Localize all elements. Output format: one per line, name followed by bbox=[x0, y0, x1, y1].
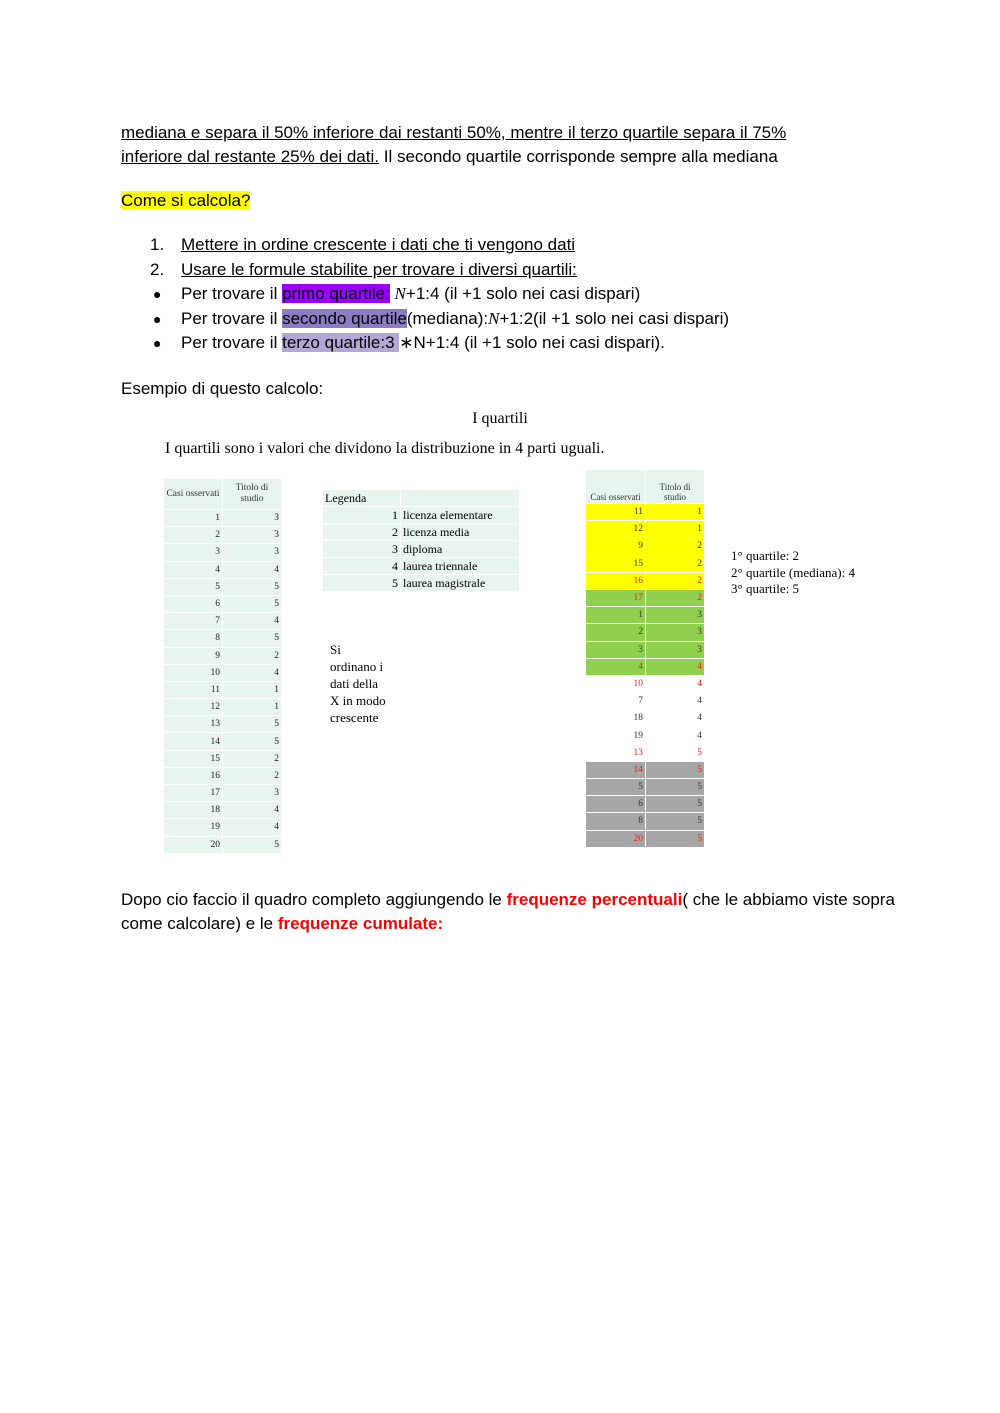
legend-label: diploma bbox=[401, 541, 520, 558]
legend-row bbox=[323, 524, 519, 541]
cell-caso: 5 bbox=[164, 578, 223, 595]
cell-caso: 14 bbox=[586, 761, 646, 778]
cell-caso: 8 bbox=[164, 630, 223, 647]
cell-titolo: 4 bbox=[223, 664, 282, 681]
table-row bbox=[164, 767, 281, 784]
header-casi: Casi osservati bbox=[586, 470, 646, 504]
table-row bbox=[586, 761, 704, 778]
table-row bbox=[164, 819, 281, 836]
table-row bbox=[586, 589, 704, 606]
header-casi: Casi osservati bbox=[164, 479, 223, 510]
intro-underlined-1: mediana e separa il 50% inferiore dai restanti 50%, mentre il terzo quartile separa il 75% bbox=[121, 123, 787, 142]
table-row bbox=[164, 733, 281, 750]
highlight-terzo: terzo quartile:3 bbox=[282, 333, 400, 352]
cell-titolo: 5 bbox=[646, 830, 705, 847]
highlight-primo: primo quartile: bbox=[282, 284, 390, 303]
bullet-text: +1:4 (il +1 solo nei casi dispari) bbox=[405, 284, 641, 303]
table-row bbox=[164, 561, 281, 578]
bullet-icon: ● bbox=[153, 335, 162, 351]
cell-titolo: 4 bbox=[646, 710, 705, 727]
cell-titolo: 5 bbox=[223, 733, 282, 750]
cell-caso: 18 bbox=[164, 802, 223, 819]
cell-caso: 13 bbox=[164, 716, 223, 733]
header-titolo: Titolo di studio bbox=[223, 479, 282, 510]
cell-caso: 1 bbox=[586, 607, 646, 624]
cell-titolo: 3 bbox=[646, 641, 705, 658]
cell-titolo: 1 bbox=[223, 681, 282, 698]
legend-code: 4 bbox=[323, 558, 401, 575]
table-row bbox=[164, 647, 281, 664]
bullet-item bbox=[150, 331, 729, 356]
cell-titolo: 2 bbox=[223, 767, 282, 784]
question-text: Come si calcola? bbox=[121, 191, 251, 210]
table-row bbox=[586, 607, 704, 624]
cell-caso: 16 bbox=[164, 767, 223, 784]
cell-caso: 4 bbox=[586, 658, 646, 675]
bullet-item bbox=[150, 282, 729, 307]
cell-titolo: 4 bbox=[646, 658, 705, 675]
table-row bbox=[586, 830, 704, 847]
cell-caso: 10 bbox=[164, 664, 223, 681]
cell-caso: 18 bbox=[586, 710, 646, 727]
legend-label: laurea magistrale bbox=[401, 575, 520, 592]
cell-caso: 16 bbox=[586, 572, 646, 589]
cell-caso: 11 bbox=[164, 681, 223, 698]
cell-titolo: 2 bbox=[646, 538, 705, 555]
step-text: Usare le formule stabilite per trovare i diversi quartili: bbox=[181, 259, 577, 279]
cell-caso: 7 bbox=[164, 613, 223, 630]
cell-caso: 4 bbox=[164, 561, 223, 578]
cell-titolo: 5 bbox=[223, 630, 282, 647]
cell-caso: 7 bbox=[586, 693, 646, 710]
cell-titolo: 5 bbox=[223, 716, 282, 733]
cell-titolo: 1 bbox=[223, 699, 282, 716]
bullet-text: Per trovare il bbox=[181, 284, 283, 303]
note-line: X in modo bbox=[330, 693, 386, 708]
step-number: 2. bbox=[150, 259, 165, 279]
legend-label: laurea triennale bbox=[401, 558, 520, 575]
cell-titolo: 3 bbox=[223, 527, 282, 544]
legend-row bbox=[323, 541, 519, 558]
cell-caso: 6 bbox=[586, 796, 646, 813]
bullet-text: ∗N+1:4 (il +1 solo nei casi dispari). bbox=[399, 333, 665, 352]
quartile-results bbox=[731, 548, 855, 598]
cell-titolo: 3 bbox=[223, 785, 282, 802]
cell-titolo: 4 bbox=[646, 693, 705, 710]
step-number: 1. bbox=[150, 235, 165, 254]
bullet-text: +1:2(il +1 solo nei casi dispari) bbox=[499, 308, 730, 328]
figure-subtitle: I quartili sono i valori che dividono la distribuzione in 4 parti uguali. bbox=[165, 440, 605, 457]
table-row bbox=[586, 744, 704, 761]
bullet-icon: ● bbox=[153, 286, 162, 302]
legend-label: licenza media bbox=[401, 524, 520, 541]
cell-titolo: 5 bbox=[646, 813, 705, 830]
table-row bbox=[164, 630, 281, 647]
cell-titolo: 5 bbox=[223, 578, 282, 595]
bullet-text: Per trovare il bbox=[181, 308, 283, 328]
cell-caso: 5 bbox=[586, 779, 646, 796]
var-n: N bbox=[488, 308, 500, 328]
figure-title: I quartili bbox=[472, 410, 528, 427]
cell-titolo: 3 bbox=[646, 624, 705, 641]
cell-caso: 19 bbox=[164, 819, 223, 836]
cell-caso: 8 bbox=[586, 813, 646, 830]
table-row bbox=[164, 613, 281, 630]
legend-row bbox=[323, 558, 519, 575]
cell-caso: 2 bbox=[164, 527, 223, 544]
cell-titolo: 5 bbox=[646, 796, 705, 813]
cell-titolo: 4 bbox=[223, 561, 282, 578]
cell-titolo: 3 bbox=[223, 544, 282, 561]
var-n: N bbox=[394, 284, 406, 303]
bullet-icon: ● bbox=[153, 310, 162, 327]
cell-titolo: 4 bbox=[646, 675, 705, 692]
cell-titolo: 4 bbox=[223, 802, 282, 819]
legend-title: Legenda bbox=[323, 490, 401, 507]
table-row bbox=[164, 785, 281, 802]
cell-caso: 13 bbox=[586, 744, 646, 761]
cell-caso: 11 bbox=[586, 504, 646, 521]
sorted-table bbox=[586, 470, 704, 848]
legend-row bbox=[323, 575, 519, 592]
table-row bbox=[164, 716, 281, 733]
intro-rest: Il secondo quartile corrisponde sempre alla mediana bbox=[379, 147, 778, 166]
quartile-line: 1° quartile: 2 bbox=[731, 548, 800, 563]
cell-titolo: 4 bbox=[223, 819, 282, 836]
note-line: dati della bbox=[330, 676, 379, 691]
cell-titolo: 4 bbox=[646, 727, 705, 744]
bullet-item bbox=[150, 307, 729, 332]
legend-header-blank bbox=[401, 490, 520, 507]
highlight-secondo: secondo quartile bbox=[282, 308, 407, 328]
table-row bbox=[164, 664, 281, 681]
intro-line-2 bbox=[121, 145, 778, 169]
table-row bbox=[586, 675, 704, 692]
legend-code: 5 bbox=[323, 575, 401, 592]
cell-titolo: 1 bbox=[646, 521, 705, 538]
cell-titolo: 5 bbox=[223, 595, 282, 612]
legend-code: 1 bbox=[323, 507, 401, 524]
table-row bbox=[164, 836, 281, 853]
cell-caso: 20 bbox=[586, 830, 646, 847]
cell-titolo: 2 bbox=[646, 555, 705, 572]
step-text: Mettere in ordine crescente i dati che ti vengono dati bbox=[181, 235, 576, 254]
cell-titolo: 1 bbox=[646, 504, 705, 521]
data-table bbox=[164, 479, 281, 854]
cell-caso: 3 bbox=[164, 544, 223, 561]
note-line: crescente bbox=[330, 710, 379, 725]
step-item bbox=[150, 258, 729, 283]
table-row bbox=[586, 813, 704, 830]
cell-caso: 1 bbox=[164, 510, 223, 527]
table-row bbox=[586, 796, 704, 813]
cell-caso: 19 bbox=[586, 727, 646, 744]
cell-titolo: 4 bbox=[223, 613, 282, 630]
table-row bbox=[586, 710, 704, 727]
bullet-text: Per trovare il bbox=[181, 333, 283, 352]
table-row bbox=[586, 779, 704, 796]
table-row bbox=[586, 624, 704, 641]
cell-caso: 12 bbox=[586, 521, 646, 538]
sort-note bbox=[330, 641, 386, 726]
cell-titolo: 2 bbox=[646, 572, 705, 589]
table-row bbox=[164, 750, 281, 767]
table-row bbox=[164, 681, 281, 698]
intro-underlined-2: inferiore dal restante 25% dei dati. bbox=[121, 147, 379, 166]
cell-titolo: 5 bbox=[646, 779, 705, 796]
cell-titolo: 2 bbox=[646, 589, 705, 606]
step-item bbox=[150, 233, 729, 258]
intro-line-1 bbox=[121, 121, 786, 145]
cell-titolo: 3 bbox=[223, 510, 282, 527]
cell-titolo: 5 bbox=[646, 761, 705, 778]
cell-caso: 17 bbox=[586, 589, 646, 606]
table-row bbox=[586, 658, 704, 675]
quartile-line: 3° quartile: 5 bbox=[731, 581, 800, 596]
cell-caso: 9 bbox=[586, 538, 646, 555]
legend-code: 2 bbox=[323, 524, 401, 541]
cell-caso: 15 bbox=[586, 555, 646, 572]
conclusion-text: Dopo cio faccio il quadro completo aggiungendo le bbox=[121, 890, 507, 909]
table-row bbox=[586, 641, 704, 658]
table-row bbox=[586, 572, 704, 589]
cell-caso: 12 bbox=[164, 699, 223, 716]
legend-code: 3 bbox=[323, 541, 401, 558]
table-row bbox=[164, 595, 281, 612]
table-row bbox=[586, 538, 704, 555]
cell-caso: 14 bbox=[164, 733, 223, 750]
example-label: Esempio di questo calcolo: bbox=[121, 379, 324, 398]
header-titolo: Titolo di studio bbox=[646, 470, 705, 504]
table-row bbox=[164, 544, 281, 561]
cell-caso: 6 bbox=[164, 595, 223, 612]
conclusion-text: ( che le abbiamo viste sopra come calcolare) e le bbox=[121, 890, 895, 933]
cell-caso: 10 bbox=[586, 675, 646, 692]
term-frequenze-cumulate: frequenze cumulate: bbox=[277, 914, 444, 933]
conclusion bbox=[121, 888, 901, 936]
table-row bbox=[164, 527, 281, 544]
table-row bbox=[164, 510, 281, 527]
steps-list bbox=[150, 233, 729, 356]
table-row bbox=[586, 555, 704, 572]
cell-titolo: 5 bbox=[646, 744, 705, 761]
cell-titolo: 2 bbox=[223, 647, 282, 664]
cell-caso: 15 bbox=[164, 750, 223, 767]
cell-caso: 9 bbox=[164, 647, 223, 664]
legend-table bbox=[323, 490, 519, 592]
question-heading bbox=[121, 189, 250, 213]
table-row bbox=[586, 693, 704, 710]
note-line: ordinano i bbox=[330, 659, 384, 674]
legend-row bbox=[323, 507, 519, 524]
table-row bbox=[164, 802, 281, 819]
table-row bbox=[164, 699, 281, 716]
table-row bbox=[586, 504, 704, 521]
cell-caso: 3 bbox=[586, 641, 646, 658]
table-row bbox=[586, 727, 704, 744]
table-row bbox=[586, 521, 704, 538]
quartile-line: 2° quartile (mediana): 4 bbox=[731, 564, 855, 580]
cell-caso: 20 bbox=[164, 836, 223, 853]
bullet-text: (mediana): bbox=[406, 308, 489, 328]
cell-caso: 2 bbox=[586, 624, 646, 641]
cell-titolo: 2 bbox=[223, 750, 282, 767]
cell-titolo: 3 bbox=[646, 607, 705, 624]
note-line: Si bbox=[330, 642, 341, 657]
legend-label: licenza elementare bbox=[401, 507, 520, 524]
table-row bbox=[164, 578, 281, 595]
term-frequenze-percentuali: frequenze percentuali bbox=[506, 890, 683, 909]
cell-titolo: 5 bbox=[223, 836, 282, 853]
cell-caso: 17 bbox=[164, 785, 223, 802]
